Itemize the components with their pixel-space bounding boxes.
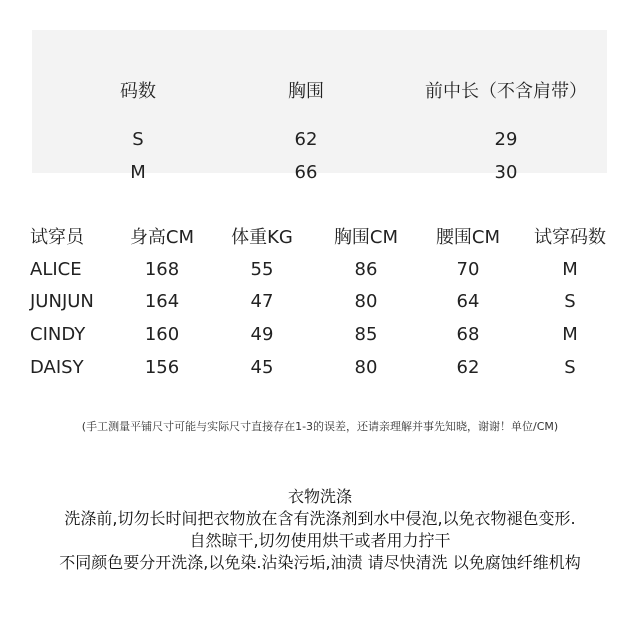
- fit-row-alice-weight: 55: [250, 259, 274, 280]
- fit-row-daisy-height: 156: [144, 357, 180, 378]
- care-title: 衣物洗涤: [287, 487, 352, 506]
- fit-row-alice-waist: 70: [456, 259, 480, 280]
- fit-row-junjun-weight: 47: [250, 291, 274, 312]
- size-header-bust: 胸围: [288, 81, 324, 102]
- fit-header-waist: 腰围CM: [435, 227, 501, 248]
- fit-header-size: 试穿码数: [534, 227, 606, 248]
- size-row-m-bust: 66: [294, 162, 318, 183]
- care-instructions: [0, 486, 640, 574]
- fit-row-cindy-size: M: [562, 324, 578, 345]
- care-line: 洗涤前,切勿长时间把衣物放在含有洗涤剂到水中侵泡,以免衣物褪色变形.: [64, 509, 576, 528]
- fit-row-cindy-height: 160: [144, 324, 180, 345]
- fit-row-alice-size: M: [562, 259, 578, 280]
- fit-row-daisy-size: S: [564, 357, 576, 378]
- fit-header-bust: 胸围CM: [333, 227, 399, 248]
- fit-row-daisy-weight: 45: [250, 357, 274, 378]
- size-row-s-bust: 62: [294, 129, 318, 150]
- fit-row-junjun-bust: 80: [354, 291, 378, 312]
- fit-row-daisy-name: DAISY: [30, 357, 84, 378]
- fit-row-cindy-waist: 68: [456, 324, 480, 345]
- fit-row-alice-name: ALICE: [30, 259, 82, 280]
- measurement-note: (手工测量平铺尺寸可能与实际尺寸直接存在1-3的误差，还请亲理解并事先知晓，谢谢！单位/CM): [81, 420, 559, 433]
- size-chart-panel: [32, 30, 607, 183]
- fit-header-model: 试穿员: [30, 227, 84, 248]
- fit-row-junjun-height: 164: [144, 291, 180, 312]
- fit-header-weight: 体重KG: [231, 227, 293, 248]
- size-row-m-length: 30: [494, 162, 518, 183]
- fit-header-height: 身高CM: [129, 227, 195, 248]
- size-row-m-size: M: [130, 162, 146, 183]
- fit-row-daisy-waist: 62: [456, 357, 480, 378]
- fit-row-daisy-bust: 80: [354, 357, 378, 378]
- care-line: 不同颜色要分开洗涤,以免染.沾染污垢,油渍 请尽快清洗 以免腐蚀纤维机构: [59, 553, 581, 572]
- fit-row-cindy-weight: 49: [250, 324, 274, 345]
- care-line: 自然晾干,切勿使用烘干或者用力拧干: [189, 531, 451, 550]
- size-header-length: 前中长（不含肩带）: [425, 81, 587, 102]
- fit-row-alice-height: 168: [144, 259, 180, 280]
- fit-row-junjun-waist: 64: [456, 291, 480, 312]
- fit-row-cindy-name: CINDY: [30, 324, 86, 345]
- size-row-s-size: S: [132, 129, 144, 150]
- size-header-size: 码数: [120, 81, 156, 102]
- fit-row-cindy-bust: 85: [354, 324, 378, 345]
- fit-row-junjun-name: JUNJUN: [30, 291, 94, 312]
- fit-row-junjun-size: S: [564, 291, 576, 312]
- size-row-s-length: 29: [494, 129, 518, 150]
- fit-row-alice-bust: 86: [354, 259, 378, 280]
